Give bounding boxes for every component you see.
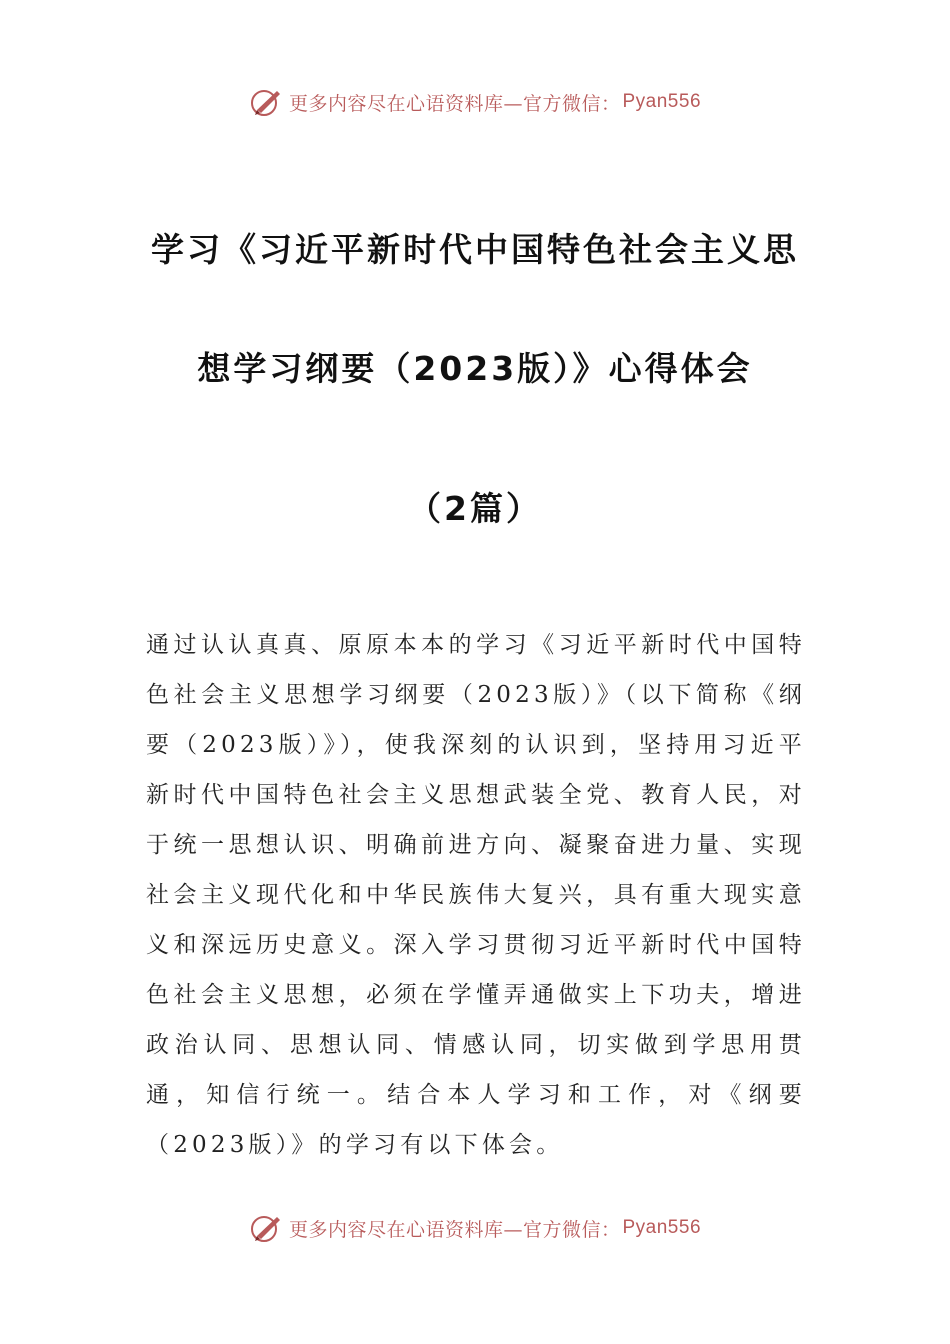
watermark-wechat-id: Pyan556 [622,91,702,112]
watermark-wechat-id: Pyan556 [622,1217,702,1238]
pen-logo-icon [249,1212,285,1244]
watermark-text: 更多内容尽在心语资料库—官方微信： [288,92,621,115]
document-title-line-2: 想学习纲要（2023版）》心得体会 [197,349,753,388]
watermark-text: 更多内容尽在心语资料库—官方微信： [288,1218,621,1241]
document-title-line-1: 学习《习近平新时代中国特色社会主义思 [151,230,799,269]
document-title-count: （2篇） [408,489,542,528]
pen-logo-icon [249,86,285,118]
footer-watermark [0,1208,950,1248]
header-watermark [0,82,950,122]
body-paragraph: 通过认认真真、原原本本的学习《习近平新时代中国特色社会主义思想学习纲要（2023版）》（以下简称《纲要（2023版）》），使我深刻的认识到，坚持用习近平新时代中国特色社会主义思想武装全党、教育人民，对于统一思想认识、明确前进方向、凝聚奋进力量、实现社会主义现代化和中华民族伟大复兴，具有重大现实意义和深远历史意义。深入学习贯彻习近平新时代中国特色社会主义思想，必须在学懂弄通做实上下功夫，增进政治认同、思想认同、情感认同，切实做到学思用贯通，知信行统一。结合本人学习和工作，对《纲要（2023版）》的学习有以下体会。 [146,632,806,1158]
